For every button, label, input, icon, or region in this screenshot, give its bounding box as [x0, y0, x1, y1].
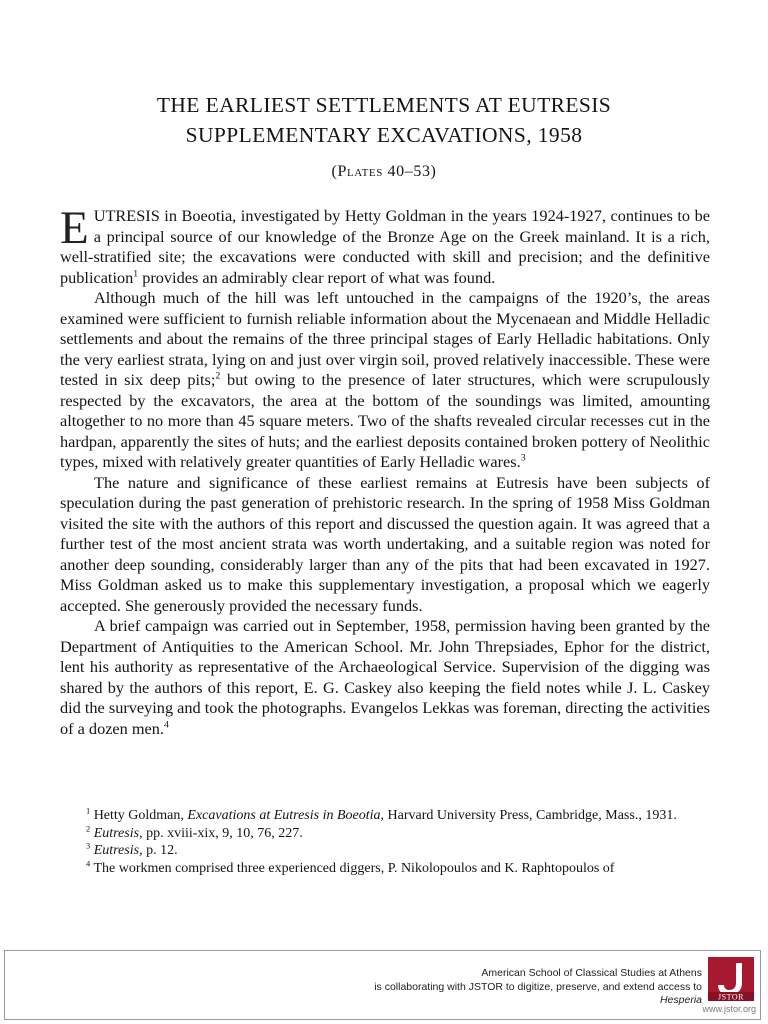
drop-cap: E: [60, 202, 89, 254]
footnote-4-text: The workmen comprised three experienced diggers, P. Nikolopoulos and K. Raphtopoulos of: [93, 860, 615, 876]
jstor-url-link[interactable]: www.jstor.org: [702, 1004, 756, 1014]
paragraph-1-end: provides an admirably clear report of what was found.: [138, 267, 496, 287]
article-title-line-2: SUPPLEMENTARY EXCAVATIONS, 1958: [185, 123, 583, 147]
footnote-1-text-b: , Harvard University Press, Cambridge, Mass., 1931.: [380, 808, 677, 823]
footnote-1: [60, 807, 710, 825]
footnote-2-book-title: Eutresis: [93, 825, 140, 841]
footnote-4: [60, 860, 710, 878]
footnote-1-number: 1: [86, 806, 91, 816]
paragraph-4-text: A brief campaign was carried out in September, 1958, permission having been granted by the Department of Antiquities to the American School. Mr. John Threpsiades, Ephor for the district, lent his authority as representative of the Archaeological Service. Supervision of the digging was shared by the authors of this report, E. G. Caskey also keeping the field notes while J. L. Caskey did the surveying and took the photographs. Evangelos Lekkas was foreman, directing the activities of a dozen men.: [60, 616, 710, 738]
footnote-ref-1[interactable]: 1: [133, 268, 139, 280]
jstor-logo-icon[interactable]: [708, 957, 754, 1001]
footnote-1-book-title: Excavations at Eutresis in Boeotia: [187, 808, 381, 823]
footnote-4-number: 4: [86, 859, 91, 869]
footnote-ref-4[interactable]: 4: [163, 719, 169, 731]
paragraph-1: [60, 202, 710, 288]
footnote-2-text: , pp. xviii-xix, 9, 10, 76, 227.: [139, 825, 303, 841]
footnote-3-number: 3: [86, 841, 91, 851]
article-body: [60, 202, 711, 739]
plates-reference: [60, 163, 708, 181]
footnote-2-number: 2: [86, 824, 91, 834]
footnote-3-book-title: Eutresis: [93, 843, 140, 858]
footnote-3-text: , p. 12.: [139, 843, 178, 858]
footer-journal-link[interactable]: Hesperia: [659, 994, 702, 1006]
footnote-ref-3[interactable]: 3: [520, 452, 526, 464]
footnote-3: [60, 842, 710, 860]
article-title-line-1: THE EARLIEST SETTLEMENTS AT EUTRESIS: [156, 93, 612, 117]
footnote-2: [60, 825, 710, 843]
jstor-logo-wordmark: JSTOR: [718, 992, 744, 1001]
footer-line-1: American School of Classical Studies at Athens: [481, 967, 702, 979]
footnotes: [60, 807, 710, 877]
plates-text: (Plates 40–53): [331, 163, 437, 180]
paragraph-4: [60, 616, 710, 739]
footnote-ref-2[interactable]: 2: [215, 370, 221, 382]
footer-line-2: is collaborating with JSTOR to digitize, preserve, and extend access to: [374, 980, 702, 993]
paragraph-2-text-a: Although much of the hill was left untouched in the campaigns of the 1920’s, the areas examined were sufficient to furnish reliable information about the Mycenaean and Middle Helladic settlements and about the remains of the three principal stages of Early Helladic habitations. Only the very earliest strata, lying on and just over virgin soil, proved relatively inaccessible. These were tested in six deep pits;: [60, 288, 710, 389]
paragraph-2: [60, 288, 710, 473]
footer-text: [374, 967, 702, 1008]
jstor-footer: [4, 950, 761, 1020]
paragraph-2-text-b: but owing to the presence of later structures, which were scrupulously respected by the excavators, the area at the bottom of the soundings was limited, amounting altogether to no more than 45 square meters. Two of the shafts revealed circular recesses cut in the hardpan, apparently the sites of huts; and the earliest deposits contained broken pottery of Neolithic types, mixed with relatively greater quantities of Early Helladic wares.: [60, 370, 711, 471]
paragraph-1-text: UTRESIS in Boeotia, investigated by Hetty Goldman in the years 1924-1927, continues to be a principal source of our knowledge of the Bronze Age on the Greek mainland. It is a rich, well-stratified site; the excavations were conducted with skill and precision; and the definitive publication: [60, 206, 710, 287]
paragraph-3: The nature and significance of these earliest remains at Eutresis have been subjects of speculation during the past generation of prehistoric research. In the spring of 1958 Miss Goldman visited the site with the authors of this report and discussed the question again. It was agreed that a further test of the most ancient strata was worth undertaking, and a suitable region was noted for another deep sounding, considerably larger than any of the pits that had been excavated in 1927. Miss Goldman asked us to make this supplementary investigation, a proposal which we eagerly accepted. She generously provided the necessary funds.: [60, 472, 710, 615]
footnote-1-text-a: Hetty Goldman,: [90, 808, 188, 823]
